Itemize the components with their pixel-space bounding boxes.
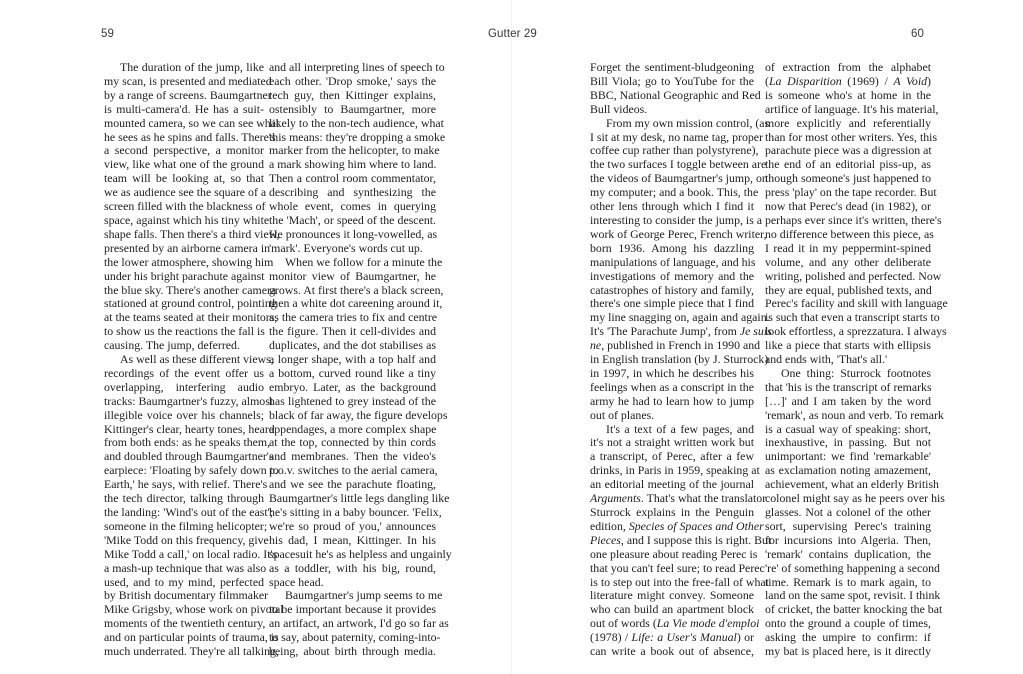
text-line: in 1997, in which he describes his bbox=[590, 365, 754, 380]
text-line: parachute piece was a digression at bbox=[765, 143, 932, 158]
text-line: out of planes. bbox=[590, 407, 655, 422]
text-line: is such that even a transcript starts to bbox=[765, 310, 940, 325]
text-line: (La Disparition (1969) / A Void) bbox=[765, 73, 931, 88]
text-column-4 bbox=[765, 60, 948, 659]
text-line: spacesuit he's as helpless and ungainly bbox=[269, 546, 452, 561]
text-line: the tech director, talking through bbox=[104, 491, 264, 506]
text-line: though someone's just happened to bbox=[765, 171, 931, 186]
text-line: as exclamation noting amazement, bbox=[765, 463, 931, 478]
text-line: is someone who's at home in the bbox=[765, 87, 931, 102]
text-line: view, like what one of the ground bbox=[104, 157, 264, 172]
text-line: to show us the reactions the fall is bbox=[104, 324, 265, 339]
text-line: overlapping, interfering audio bbox=[104, 379, 264, 394]
text-line: is multi-camera'd. He has a suit- bbox=[104, 101, 264, 116]
text-line: (1978) / Life: a User's Manual) or bbox=[590, 630, 754, 645]
text-line: an artifact, an artwork, I'd go so far as bbox=[269, 616, 449, 631]
text-line: catastrophes of history and family, bbox=[590, 282, 754, 297]
text-line: Then a control room commentator, bbox=[269, 171, 436, 186]
text-line: space head. bbox=[269, 574, 324, 589]
text-line: my scan, is presented and mediated bbox=[104, 73, 272, 88]
text-line: Mike Todd a call,' on local radio. It's bbox=[104, 546, 278, 561]
text-line: illegible voice over his channels; bbox=[104, 407, 264, 422]
text-line: ostensibly to Baumgartner, more bbox=[269, 101, 436, 116]
text-line: each other. 'Drop smoke,' says the bbox=[269, 73, 436, 88]
text-line: mounted camera, so we can see what bbox=[104, 115, 280, 130]
text-line: and we see the parachute floating, bbox=[269, 477, 436, 492]
text-line: describing and synthesizing the bbox=[269, 185, 436, 200]
text-line: edition, Species of Spaces and Other bbox=[590, 518, 764, 533]
text-line: manipulations of language, and his bbox=[590, 254, 756, 269]
text-line: the two surfaces I toggle between are bbox=[590, 157, 767, 172]
text-line: One thing: Sturrock footnotes bbox=[781, 365, 931, 380]
text-line: literature might convey. Someone bbox=[590, 588, 754, 603]
text-line: As well as these different views, bbox=[120, 352, 274, 367]
text-line: recordings of the event offer us bbox=[104, 365, 264, 380]
text-line: likely to the non-tech audience, what bbox=[269, 115, 444, 130]
text-line: asking the umpire to confirm: if bbox=[765, 630, 931, 645]
text-line: look effortless, a sprezzatura. I always bbox=[765, 324, 947, 339]
text-line: onto the ground a couple of times, bbox=[765, 616, 931, 631]
text-line: artifice of language. It's his material, bbox=[765, 101, 939, 116]
text-line: by a range of screens. Baumgartner bbox=[104, 87, 272, 102]
text-line: I sit at my desk, no name tag, proper bbox=[590, 129, 764, 144]
text-line: glasses. Not a colonel of the other bbox=[765, 505, 931, 519]
text-line: 'Mike Todd on this frequency, give bbox=[104, 532, 269, 547]
text-line: earpiece: 'Floating by safely down to bbox=[104, 463, 279, 478]
text-line: 'mark'. Everyone's words cut up. bbox=[269, 240, 423, 255]
text-line: who can build an apartment block bbox=[590, 602, 754, 617]
text-line: under his bright parachute against bbox=[104, 268, 265, 283]
text-line: out of words (La Vie mode d'emploi bbox=[590, 616, 760, 631]
text-line: the blue sky. There's another camera bbox=[104, 282, 277, 297]
text-line: is to step out into the free-fall of what bbox=[590, 574, 769, 589]
text-line: sort, supervising Perec's training bbox=[765, 518, 931, 533]
text-line: When we follow for a minute the bbox=[285, 254, 443, 269]
text-line: being, about birth through media. bbox=[269, 644, 436, 659]
text-line: like a piece that starts with ellipsis bbox=[765, 338, 931, 353]
text-line: appendages, a more complex shape bbox=[269, 421, 437, 436]
text-line: It's a text of a few pages, and bbox=[606, 421, 754, 436]
text-line: and doubled through Baumgartner's bbox=[104, 449, 274, 464]
text-line: grows. At first there's a black screen, bbox=[269, 282, 444, 297]
text-line: volume, and any other deliberate bbox=[765, 254, 931, 269]
text-line: Earth,' he says, with relief. There's bbox=[104, 477, 268, 492]
text-line: Sturrock explains in the Penguin bbox=[590, 505, 754, 519]
text-line: drinks, in Paris in 1959, speaking at bbox=[590, 463, 760, 478]
text-line: […]' and I am taken by the word bbox=[765, 393, 931, 408]
text-line: 'remark' contains duplication, the bbox=[765, 546, 931, 561]
text-line: 'remark', as noun and verb. To remark bbox=[765, 407, 944, 422]
text-line: to say, about paternity, coming-into- bbox=[269, 630, 441, 645]
running-title: Gutter 29 bbox=[488, 28, 537, 40]
text-line: he sees as he spins and falls. There's bbox=[104, 129, 276, 144]
text-line: at the teams seated at their monitors, bbox=[104, 310, 278, 325]
text-line: we're so proud of you,' announces bbox=[269, 518, 436, 533]
text-line: duplicates, and the dot stabilises as bbox=[269, 338, 436, 353]
text-line: born 1936. Among his dazzling bbox=[590, 240, 754, 255]
text-line: land on the same spot, revisit. I think bbox=[765, 588, 941, 603]
text-line: other lens through which I find it bbox=[590, 199, 754, 214]
text-line: screen filled with the blackness of bbox=[104, 199, 266, 214]
text-line: and on particular points of trauma, is bbox=[104, 630, 279, 645]
text-line: an editorial meeting of the journal bbox=[590, 477, 754, 492]
text-column-3 bbox=[590, 60, 772, 659]
text-line: my bat is placed here, is it directly bbox=[765, 644, 931, 659]
text-line: Pieces, and I suppose this is right. But bbox=[590, 532, 772, 547]
text-line: Kittinger's clear, hearty tones, heard bbox=[104, 421, 275, 436]
text-line: the figure. Then it cell-divides and bbox=[269, 324, 436, 339]
text-line: a mark showing him where to land. bbox=[269, 157, 437, 172]
text-line: monitor view of Baumgartner, he bbox=[269, 268, 436, 283]
text-line: The duration of the jump, like bbox=[120, 60, 264, 74]
text-line: interesting to consider the jump, is a bbox=[590, 212, 763, 227]
text-line: army he had to learn how to jump bbox=[590, 393, 754, 408]
text-line: as the camera tries to fix and centre bbox=[269, 310, 438, 325]
text-line: used, and to my mind, perfected bbox=[104, 574, 264, 589]
text-column-2 bbox=[269, 60, 452, 659]
text-line: and membranes. Then the video's bbox=[269, 449, 436, 464]
text-line: achievement, what an elderly British bbox=[765, 477, 939, 492]
text-line: Mike Grigsby, whose work on pivotal bbox=[104, 602, 284, 617]
right-page-number: 60 bbox=[911, 28, 924, 40]
text-line: it's not a straight written work but bbox=[590, 435, 754, 450]
text-line: no difference between this piece, as bbox=[765, 226, 934, 241]
text-line: a bottom, curved round like a tiny bbox=[269, 365, 436, 380]
text-line: press 'play' on the tape recorder. But bbox=[765, 185, 937, 200]
text-line: perhaps ever since it's written, there's bbox=[765, 212, 942, 227]
text-line: of extraction from the alphabet bbox=[765, 60, 931, 74]
text-line: I read it in my peppermint-spined bbox=[765, 240, 931, 255]
text-line: then a white dot careening around it, bbox=[269, 296, 443, 311]
text-line: Bull videos. bbox=[590, 101, 648, 116]
text-line: Baumgartner's jump seems to me bbox=[285, 588, 443, 603]
text-line: of cricket, the batter knocking the bat bbox=[765, 602, 943, 617]
text-line: from both ends: as he speaks them, bbox=[104, 435, 271, 450]
text-line: investigations of memory and the bbox=[590, 268, 754, 283]
text-column-1 bbox=[104, 60, 284, 659]
text-line: my line snagging on, again and again. bbox=[590, 310, 770, 325]
text-line: marker from the helicopter, to make bbox=[269, 143, 440, 158]
text-line: It's 'The Parachute Jump', from Je suis bbox=[590, 324, 772, 339]
left-page-number: 59 bbox=[101, 28, 114, 40]
text-line: the lower atmosphere, showing him bbox=[104, 254, 274, 269]
text-line: much underrated. They're all talking, bbox=[104, 644, 279, 659]
text-line: the landing: 'Wind's out of the east'; bbox=[104, 505, 274, 519]
text-line: there's one simple piece that I find bbox=[590, 296, 754, 311]
text-line: tech guy, then Kittinger explains, bbox=[269, 87, 436, 102]
text-line: stationed at ground control, pointing bbox=[104, 296, 277, 311]
text-line: embryo. Later, as the background bbox=[269, 379, 436, 394]
text-line: someone in the filming helicopter; bbox=[104, 518, 268, 533]
text-line: space, against which his tiny white bbox=[104, 212, 270, 227]
text-line: moments of the twentieth century, bbox=[104, 616, 266, 631]
text-line: a longer shape, with a top half and bbox=[269, 352, 436, 367]
text-line: writing, polished and perfected. Now bbox=[765, 268, 942, 283]
text-line: can write a book out of absence, bbox=[590, 644, 754, 659]
text-line: Baumgartner's little legs dangling like bbox=[269, 491, 450, 506]
text-line: Perec's facility and skill with language bbox=[765, 296, 948, 311]
text-line: ne, published in French in 1990 and bbox=[590, 338, 761, 353]
text-line: more explicitly and referentially bbox=[765, 115, 931, 130]
text-line: as a toddler, with his big, round, bbox=[269, 560, 436, 575]
text-line: at the top, connected by thin cords bbox=[269, 435, 436, 450]
text-line: has lightened to grey instead of the bbox=[269, 393, 436, 408]
text-line: tracks: Baumgartner's fuzzy, almost bbox=[104, 393, 274, 408]
text-line: we as audience see the square of a bbox=[104, 185, 267, 200]
text-line: Forget the sentiment-bludgeoning bbox=[590, 60, 754, 74]
text-line: black of far away, the figure develops bbox=[269, 407, 448, 422]
text-line: and ends with, 'That's all.' bbox=[765, 352, 888, 367]
text-line: 're' of something happening a second bbox=[765, 560, 940, 575]
text-line: and all interpreting lines of speech to bbox=[269, 60, 445, 74]
text-line: this means: they're dropping a smoke bbox=[269, 129, 446, 144]
text-line: than for most other writers. Yes, this bbox=[765, 129, 938, 144]
text-line: is a casual way of speaking: short, bbox=[765, 421, 931, 436]
text-line: my computer; and a book. This, the bbox=[590, 185, 759, 200]
text-line: shape falls. Then there's a third view, bbox=[104, 226, 280, 241]
text-line: p.o.v. switches to the aerial camera, bbox=[269, 463, 438, 478]
text-line: coffee cup rather than polystyrene), bbox=[590, 143, 759, 158]
text-line: From my own mission control, (as bbox=[606, 115, 770, 130]
text-line: work of George Perec, French writer, bbox=[590, 226, 767, 241]
text-line: the videos of Baumgartner's jump, on bbox=[590, 171, 768, 186]
text-line: colonel might say as he peers over his bbox=[765, 491, 945, 506]
text-line: he's sitting in a baby bouncer. 'Felix, bbox=[269, 505, 442, 519]
text-line: a mash-up technique that was also bbox=[104, 560, 267, 575]
text-line: the 'Mach', or speed of the descent. bbox=[269, 212, 436, 227]
text-line: by British documentary filmmaker bbox=[104, 588, 269, 603]
text-line: whole event, comes in querying bbox=[269, 199, 436, 214]
text-line: now that Perec's dead (in 1982), or bbox=[765, 199, 931, 214]
text-line: time. Remark is to mark again, to bbox=[765, 574, 931, 589]
text-line: his dad, I mean, Kittinger. In his bbox=[269, 532, 436, 547]
text-line: causing. The jump, deferred. bbox=[104, 338, 240, 353]
text-line: a transcript, of Perec, after a few bbox=[590, 449, 754, 464]
text-line: feelings when as a conscript in the bbox=[590, 379, 754, 394]
text-line: that you can't feel sure; to read Perec bbox=[590, 560, 765, 575]
text-line: He pronounces it long-vowelled, as bbox=[269, 226, 438, 241]
text-line: to be important because it provides bbox=[269, 602, 436, 617]
text-line: presented by an airborne camera in bbox=[104, 240, 271, 255]
text-line: inexhaustive, in passing. But not bbox=[765, 435, 931, 450]
text-line: one pleasure about reading Perec is bbox=[590, 546, 758, 561]
text-line: team will be looking at, so that bbox=[104, 171, 264, 186]
text-line: they are equal, published texts, and bbox=[765, 282, 932, 297]
text-line: unimportant: we find 'remarkable' bbox=[765, 449, 931, 464]
text-line: Bill Viola; go to YouTube for the bbox=[590, 73, 754, 88]
text-line: Arguments. That's what the translator bbox=[590, 491, 767, 506]
text-line: in English translation (by J. Sturrock) bbox=[590, 352, 769, 367]
text-line: for incursions into Algeria. Then, bbox=[765, 532, 931, 547]
text-line: a second perspective, a monitor bbox=[104, 143, 264, 158]
text-line: BBC, National Geographic and Red bbox=[590, 87, 761, 102]
text-line: that 'his is the transcript of remarks bbox=[765, 379, 932, 394]
text-line: the end of an editorial piss-up, as bbox=[765, 157, 931, 172]
